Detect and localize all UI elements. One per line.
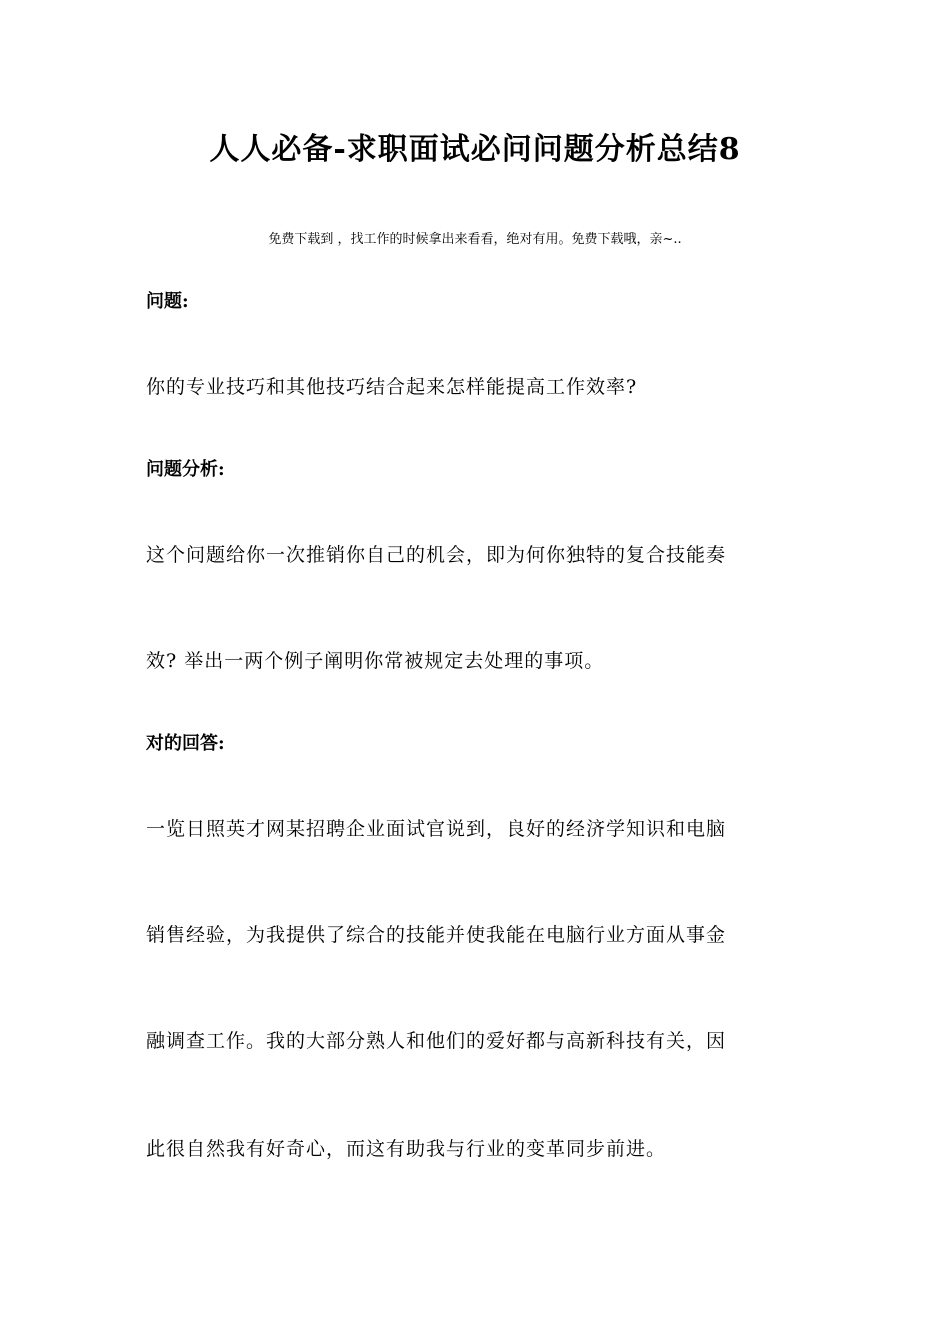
document-subtitle: 免费下载到 ，找工作的时候拿出来看看，绝对有用。免费下载哦，亲~..	[268, 232, 682, 247]
answer-text-line-4: 此很自然我有好奇心，而这有助我与行业的变革同步前进。	[146, 1138, 667, 1160]
section-heading-analysis: 问题分析:	[146, 459, 225, 480]
answer-text-line-2: 销售经验，为我提供了综合的技能并使我能在电脑行业方面从事金	[146, 924, 727, 946]
analysis-text-line-1: 这个问题给你一次推销你自己的机会，即为何你独特的复合技能奏	[146, 544, 727, 566]
document-title: 人人必备-求职面试必问问题分析总结8	[209, 132, 741, 167]
answer-text-line-1: 一览日照英才网某招聘企业面试官说到，良好的经济学知识和电脑	[146, 818, 727, 840]
answer-text-line-3: 融调查工作。我的大部分熟人和他们的爱好都与高新科技有关，因	[146, 1030, 727, 1052]
section-heading-question: 问题:	[146, 291, 189, 312]
question-text-line-1: 你的专业技巧和其他技巧结合起来怎样能提高工作效率?	[146, 376, 638, 398]
section-heading-answer: 对的回答:	[146, 733, 225, 754]
analysis-text-line-2: 效? 举出一两个例子阐明你常被规定去处理的事项。	[146, 650, 605, 672]
